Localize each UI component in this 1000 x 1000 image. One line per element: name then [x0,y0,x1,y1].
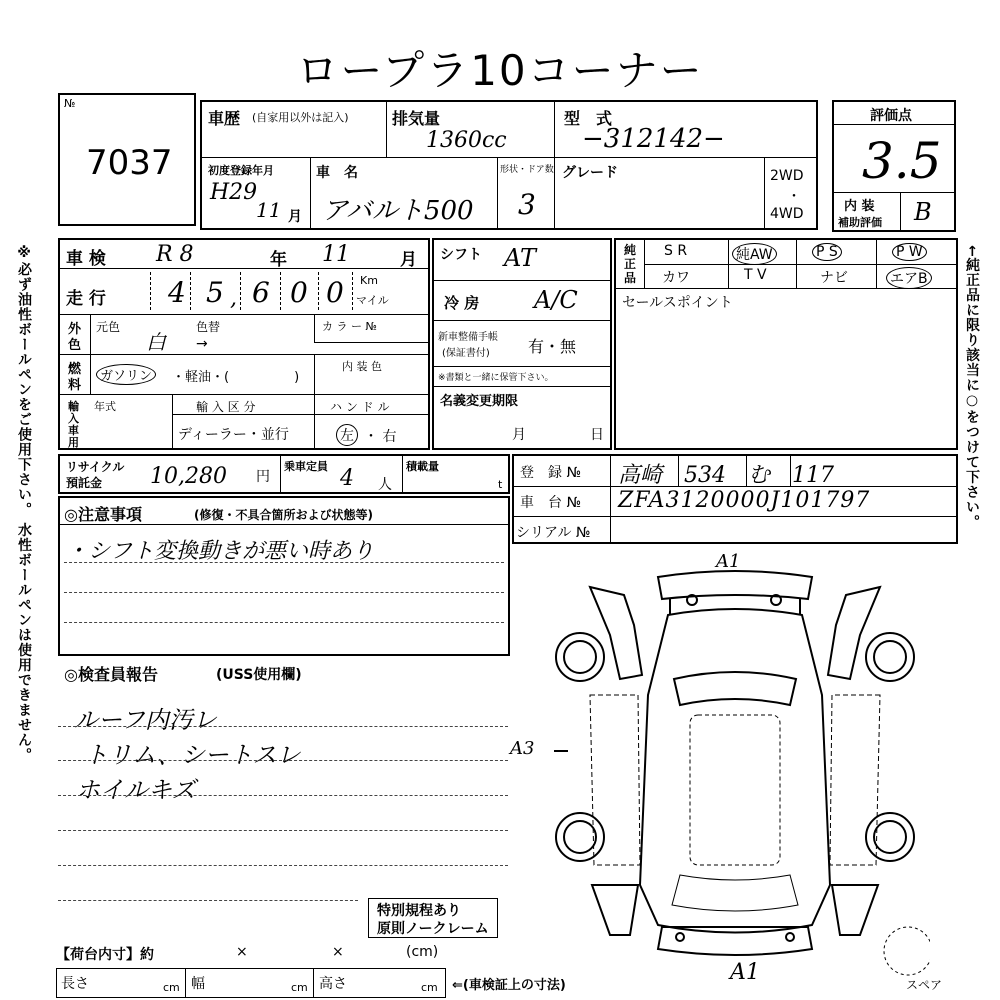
chassis-label: 車 台 № [520,495,582,511]
recycle-unit: 円 [256,469,270,485]
mileage-digit-1: 4 [168,276,186,309]
cooling-label: 冷 房 [444,294,480,312]
import-label-3: 車 [68,424,79,437]
displacement-value: 1360cc [426,128,507,153]
import-class-label: 輸 入 区 分 [196,400,256,414]
name-change-label: 名義変更期限 [440,394,519,409]
car-name-label: 車 名 [316,165,358,181]
diagram-front-mark: A1 [716,551,741,572]
registration-label: 登 録 № [520,465,582,481]
interior-color-label: 内 装 色 [342,360,382,373]
dims-cm-3: cm [421,981,438,994]
capacity-value: 4 [340,466,354,491]
first-reg-era: H29 [210,180,258,205]
warranty-value: 有・無 [528,337,577,356]
handle-left: 左 [336,424,358,446]
special-line-1: 特別規程あり [377,903,461,919]
inspector-line-3: ホイルキズ [76,776,196,804]
cooling-value: A/C [534,286,578,314]
score-box [832,100,956,232]
inspector-line-2: トリム、シートスレ [84,741,301,769]
fuel-label-2: 料 [68,378,82,393]
drive-4wd: 4WD [770,206,804,222]
inspection-label: 車 検 [66,249,106,269]
fuel-gasoline: ガソリン [96,364,156,385]
drive-2wd: 2WD [770,168,804,184]
diagram-side-mark: A3 [510,738,535,759]
middle-block [432,238,612,450]
equip-pw: P W [892,243,927,261]
fuel-label-1: 燃 [68,362,82,377]
doors-label: 形状・ドア数 [500,165,554,175]
import-label-1: 輸 [68,400,79,413]
color-repaint-arrow: → [196,336,208,352]
lot-number-box [58,93,196,226]
score-label: 評価点 [870,108,912,124]
notes-sub: (修復・不具合箇所および状態等) [194,508,373,522]
drive-dot: ・ [787,189,801,205]
dims-box [56,968,446,998]
cargo-x2: × [332,944,344,960]
recycle-label-1: リサイクル [66,460,125,474]
diagram-spare-label: スペア [906,978,943,992]
model-value: −312142− [582,124,725,154]
displacement-label: 排気量 [392,109,441,128]
cargo-x1: × [236,944,248,960]
mileage-label: 走 行 [66,289,106,309]
mileage-digit-3: 6 [252,276,270,309]
first-reg-label: 初度登録年月 [208,164,274,177]
shift-label: シフト [440,247,482,263]
notes-line-1: ・シフト変換動きが悪い時あり [66,539,375,564]
special-line-2: 原則ノークレーム [377,921,489,937]
equip-label-3: 品 [624,271,637,285]
color-label-2: 色 [68,338,82,353]
warranty-label-2: (保証書付) [442,348,490,359]
lot-mark: № [64,97,76,110]
recycle-row [58,454,510,494]
color-label-1: 外 [68,322,82,337]
lot-number: 7037 [86,143,173,183]
import-label-2: 入 [68,412,79,425]
notes-label: ◎注意事項 [64,505,142,524]
inspector-label: ◎検査員報告 [64,665,158,684]
serial-label: シリアル № [516,525,591,541]
model-label: 型 式 [564,109,613,128]
handle-right: ・ 右 [364,429,397,445]
name-change-month: 月 [512,427,526,443]
equip-label-2: 正 [624,257,637,271]
inspection-year-unit: 年 [270,250,287,270]
first-reg-month: 11 [256,198,282,222]
cargo-label: 【荷台内寸】約 [56,947,154,963]
cargo-unit: (cm) [406,944,439,960]
mileage-digit-5: 0 [326,276,344,309]
dims-height: 高さ [319,976,347,992]
first-reg-unit: 月 [288,209,302,225]
equip-sr: S R [664,243,688,259]
interior-label-2: 補助評価 [838,216,882,229]
inspection-month: 11 [322,242,350,267]
color-original-label: 元色 [96,320,121,334]
capacity-label: 乗車定員 [284,460,328,473]
recycle-value: 10,280 [150,464,227,489]
notes-block [58,496,510,656]
car-damage-diagram [540,555,930,985]
mileage-unit-mile: マイル [356,294,389,307]
color-original-value: 白 [146,330,166,354]
side-note-right: ←純正品に限り該当に○をつけて下さい。 [964,245,980,530]
import-year-label: 年式 [94,400,116,413]
load-label: 積載量 [406,460,439,473]
warranty-label-1: 新車整備手帳 [438,332,498,343]
inspector-line-1: ルーフ内汚レ [74,706,217,734]
mileage-unit-km: Km [360,274,378,287]
recycle-label-2: 預託金 [66,476,103,490]
doors-value: 3 [518,188,536,221]
diagram-rear-mark: A1 [730,960,760,985]
inspection-month-unit: 月 [400,250,417,270]
capacity-unit: 人 [378,477,392,493]
equip-navi: ナビ [820,270,848,286]
color-repaint-label: 色替 [196,320,221,334]
side-note-left: ※必ず油性ボールペンをご使用下さい。 水性ボールペンは使用できません。 [16,245,32,763]
dims-length: 長さ [61,976,89,992]
header-block [200,100,818,230]
right-block [614,238,958,450]
import-label-4: 用 [68,436,79,449]
page-title: ロープラ10コーナー [296,46,704,95]
interior-label-1: 内 装 [844,199,875,214]
fuel-other: ・軽油・( ) [172,370,300,385]
equip-ps: P S [812,243,842,261]
equip-tv: T V [744,267,767,283]
name-change-day: 日 [590,427,604,443]
load-unit: t [498,478,503,491]
handle-label: ハ ン ド ル [330,400,390,414]
dims-cm-1: cm [163,981,180,994]
car-name-value: アバルト500 [322,196,474,226]
dims-width: 幅 [191,976,205,992]
history-note: (自家用以外は記入) [252,111,349,124]
registration-value: 高崎 534 む 117 [618,463,834,488]
special-rule-box [368,898,498,938]
color-no-label: カ ラ ー № [322,320,377,333]
equip-label-1: 純 [624,243,637,257]
inspection-era: R 8 [156,242,194,267]
chassis-value: ZFA3120000J101797 [618,488,871,513]
score-value: 3.5 [862,132,942,190]
dims-cm-2: cm [291,981,308,994]
import-class-value: ディーラー・並行 [178,427,289,443]
mileage-digit-2: 5 [206,276,224,309]
sales-point-label: セールスポイント [622,295,733,311]
left-main-block [58,238,430,450]
warranty-note: ※書類と一緒に保管下さい。 [438,373,554,383]
equip-leather: カワ [662,270,690,286]
equip-airbag: エアB [886,267,932,289]
equip-aw: 純AW [732,243,777,265]
registration-block [512,454,958,544]
inspector-sub: (USS使用欄) [216,667,302,683]
mileage-comma: , [230,286,237,311]
history-label: 車歴 [208,109,241,128]
dims-note: ⇐(車検証上の寸法) [452,978,566,993]
grade-label: グレード [562,165,618,181]
mileage-digit-4: 0 [290,276,308,309]
interior-score: B [914,198,932,226]
shift-value: AT [504,244,537,272]
